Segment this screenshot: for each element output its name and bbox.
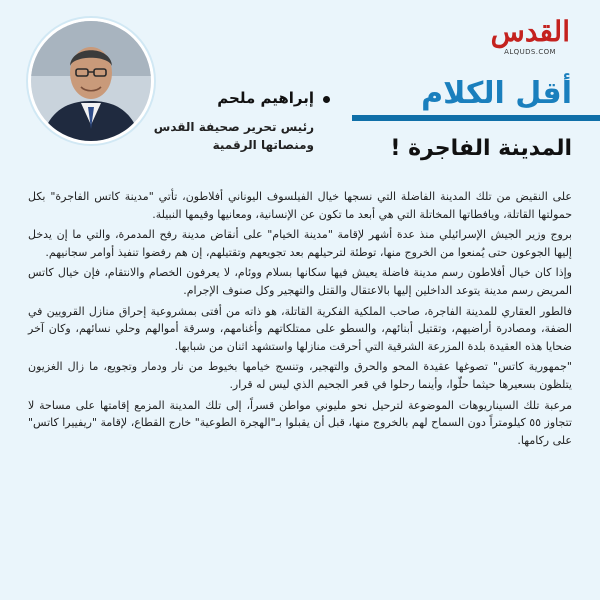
bullet-icon xyxy=(323,96,330,103)
author-role-line: ومنصاتها الرقمية xyxy=(212,138,314,152)
article-paragraph: وإذا كان خيال أفلاطون رسم مدينة فاضلة يعيش فيها سكانها بسلام ووئام، لا يعرفون الخصام والانتقام، فإن خيال كاتس المريض رسم مدينة يتوعد الداخلين إليها بالاعتقال والقتل والتهجير وكل صنوف الإجرام. xyxy=(28,266,572,297)
author-role-line: رئيس تحرير صحيفة القدس xyxy=(153,120,314,134)
article-paragraph: مرعبة تلك السيناريوهات الموضوعة لترحيل نحو مليوني مواطن قسراً، إلى تلك المدينة المزمع إقامتها على مساحة لا تتجاوز ٥٥ كيلومتراً دون السماح لهم بالخروج منها، قبل أن يقبلوا بـ"الهجرة الطوعية" خارج القطاع، لإقامة "ريفييرا كاتس" على ركامها. xyxy=(28,398,572,447)
article-paragraph: فالطور العقاري للمدينة الفاجرة، صاحب الملكية الفكرية القاتلة، هو ذاته من أفتى بمشروعية إحراق منازل القرويين في الضفة، ومصادرة أراضيهم، وتقتيل أبنائهم، والسطو على ممتلكاتهم وأغنامهم، وسرقة أموالهم وحلي نسائهم، وكان آخر ضحايا هذه العقيدة بلدة المزرعة الشرقية التي أحرقت منازلها واستشهد اثنان من شبابها. xyxy=(28,304,572,353)
author-photo-icon xyxy=(31,21,151,141)
author-role xyxy=(134,118,314,154)
logo-name: القدس xyxy=(490,15,570,48)
alquds-logo xyxy=(482,12,574,58)
author-name: إبراهيم ملحم xyxy=(217,89,314,107)
article-paragraph: "جمهورية كاتس" تصوغها عقيدة المحو والحرق والتهجير، وتنسج خيامها بخيوط من نار ودمار وتجويع، ما زال الغزيون يتلظون بسعيرها حيثما حلّوا، وأينما رحلوا في قعر الجحيم الذي ليس له قرار. xyxy=(28,360,572,391)
article-paragraph: بروج وزير الجيش الإسرائيلي منذ عدة أشهر لإقامة "مدينة الخيام" على أنقاض مدينة رفح المدمرة، والتي ما إن يدخل إليها الجوعون حتى يُمنعوا من الخروج منها، توطئة لترحيلهم بعد تجويعهم وتقتيلهم، إن هم رفضوا تنفيذ أوامر سجانيهم. xyxy=(28,228,572,259)
column-title: أقل الكلام xyxy=(421,76,572,111)
logo-subtitle: ALQUDS.COM xyxy=(504,48,556,56)
article-headline: المدينة الفاجرة ! xyxy=(390,136,572,161)
article-paragraph: على النقيض من تلك المدينة الفاضلة التي نسجها خيال الفيلسوف اليوناني أفلاطون، تأتي "مدينة كاتس الفاجرة" بكل حمولتها القاتلة، ويافطاتها المخاتلة التي هي أبعد ما تكون عن الإنسانية، ومعانيها وقيمها النبيلة. xyxy=(28,190,572,221)
article-body xyxy=(28,188,572,452)
header-stripe xyxy=(352,115,600,121)
header xyxy=(0,0,600,178)
